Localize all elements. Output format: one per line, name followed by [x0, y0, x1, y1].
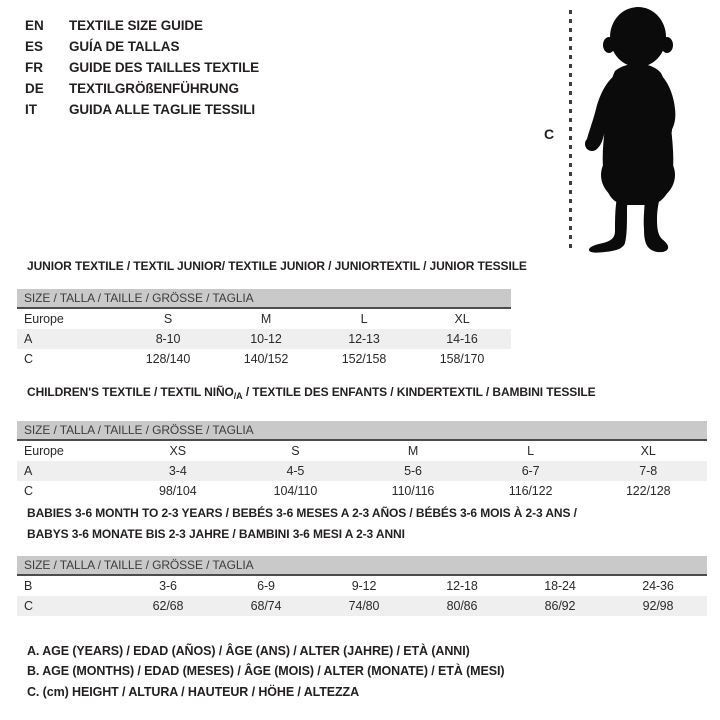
- size-cell: 7-8: [639, 464, 658, 478]
- size-cell: 12-18: [446, 579, 478, 593]
- section-title: [27, 503, 707, 545]
- size-cell: 9-12: [351, 579, 377, 593]
- size-table-children: [17, 441, 707, 501]
- row-label: A: [24, 464, 33, 478]
- table-row: [17, 576, 707, 596]
- section-children: [17, 384, 707, 501]
- row-label: C: [24, 484, 33, 498]
- legend-note: A. AGE (YEARS) / EDAD (AÑOS) / ÂGE (ANS) / ALTER (JAHRE) / ETÀ (ANNI): [27, 644, 470, 658]
- size-cell: 8-10: [155, 332, 181, 346]
- row-label: C: [24, 352, 33, 366]
- table-row: [17, 461, 707, 481]
- size-cell: S: [163, 312, 173, 326]
- legend-note: B. AGE (MONTHS) / EDAD (MESES) / ÂGE (MOIS) / ALTER (MONATE) / ETÀ (MESI): [27, 664, 505, 679]
- row-label: A: [24, 332, 33, 346]
- size-cell: 104/110: [273, 484, 318, 498]
- size-cell: 152/158: [341, 352, 387, 366]
- size-cell: M: [407, 444, 419, 458]
- size-cell: 140/152: [243, 352, 289, 366]
- language-label: GUIDA ALLE TAGLIE TESSILI: [69, 102, 255, 117]
- size-cell: 80/86: [446, 599, 478, 613]
- size-header-band: SIZE / TALLA / TAILLE / GRÖSSE / TAGLIA: [17, 421, 707, 441]
- size-cell: M: [260, 312, 272, 326]
- size-cell: XS: [169, 444, 187, 458]
- size-header-band: SIZE / TALLA / TAILLE / GRÖSSE / TAGLIA: [17, 556, 707, 576]
- section-title-line2: BABYS 3-6 MONATE BIS 2-3 JAHRE / BAMBINI 3-6 MESI A 2-3 ANNI: [27, 527, 405, 541]
- size-cell: 14-16: [446, 332, 478, 346]
- size-cell: 10-12: [250, 332, 282, 346]
- height-measure-line: [569, 10, 572, 250]
- height-measure-label: C: [544, 126, 555, 142]
- size-cell: XL: [640, 444, 656, 458]
- size-cell: 98/104: [158, 484, 197, 498]
- language-row: [25, 15, 259, 36]
- row-label: Europe: [24, 312, 64, 326]
- size-cell: 110/116: [391, 484, 435, 498]
- size-cell: 18-24: [544, 579, 576, 593]
- language-row: [25, 78, 259, 99]
- size-cell: S: [291, 444, 300, 458]
- size-cell: XL: [454, 312, 470, 326]
- language-code: EN: [25, 18, 44, 33]
- size-cell: 92/98: [642, 599, 674, 613]
- size-cell: 12-13: [348, 332, 380, 346]
- language-label: GUÍA DE TALLAS: [69, 39, 180, 54]
- subscript-text: /A: [233, 391, 243, 401]
- size-cell: L: [527, 444, 534, 458]
- table-row: [17, 596, 707, 616]
- legend-notes: [27, 641, 504, 702]
- table-row: [17, 309, 511, 329]
- language-label: TEXTILE SIZE GUIDE: [69, 18, 203, 33]
- language-row: [25, 36, 259, 57]
- toddler-silhouette-icon: [581, 5, 705, 253]
- size-table-babies: [17, 576, 707, 616]
- size-cell: 74/80: [348, 599, 380, 613]
- size-cell: 3-4: [168, 464, 187, 478]
- section-title: JUNIOR TEXTILE / TEXTIL JUNIOR/ TEXTILE JUNIOR / JUNIORTEXTIL / JUNIOR TESSILE: [27, 259, 527, 273]
- table-row: [17, 329, 511, 349]
- size-cell: 24-36: [642, 579, 674, 593]
- size-cell: 128/140: [145, 352, 191, 366]
- language-row: [25, 57, 259, 78]
- row-label: C: [24, 599, 33, 613]
- size-header-band: SIZE / TALLA / TAILLE / GRÖSSE / TAGLIA: [17, 289, 511, 309]
- language-code: DE: [25, 81, 44, 96]
- section-babies: [17, 503, 707, 616]
- table-row: [17, 349, 511, 369]
- size-cell: 4-5: [286, 464, 305, 478]
- language-label: GUIDE DES TAILLES TEXTILE: [69, 60, 260, 75]
- size-cell: L: [360, 312, 368, 326]
- row-label: B: [24, 579, 33, 593]
- legend-note: C. (cm) HEIGHT / ALTURA / HAUTEUR / HÖHE / ALTEZZA: [27, 684, 360, 699]
- row-label: Europe: [24, 444, 64, 458]
- size-cell: 3-6: [159, 579, 177, 593]
- language-list: [25, 15, 259, 120]
- language-label: TEXTILGRÖßENFÜHRUNG: [69, 81, 239, 96]
- language-code: ES: [25, 39, 44, 54]
- section-junior: [17, 258, 527, 369]
- language-code: IT: [25, 102, 37, 117]
- size-cell: 122/128: [625, 484, 671, 498]
- size-cell: 86/92: [544, 599, 576, 613]
- size-cell: 6-9: [257, 579, 275, 593]
- section-title: CHILDREN'S TEXTILE / TEXTIL $NIÑO_{/A}$ / TEXTILE DES ENFANTS / KINDERTEXTIL / BAMBINI TESSILE: [27, 385, 596, 401]
- table-row: [17, 441, 707, 461]
- table-row: [17, 481, 707, 501]
- section-title-line1: BABIES 3-6 MONTH TO 2-3 YEARS / BEBÉS 3-6 MESES A 2-3 AÑOS / BÉBÉS 3-6 MOIS À 2-3 ANS /: [27, 506, 577, 520]
- size-cell: 6-7: [521, 464, 540, 478]
- size-cell: 116/122: [508, 484, 553, 498]
- size-cell: 68/74: [250, 599, 282, 613]
- language-code: FR: [25, 60, 43, 75]
- language-row: [25, 99, 259, 120]
- size-cell: 62/68: [152, 599, 184, 613]
- size-table-junior: [17, 309, 511, 369]
- size-cell: 158/170: [439, 352, 485, 366]
- size-cell: 5-6: [404, 464, 422, 478]
